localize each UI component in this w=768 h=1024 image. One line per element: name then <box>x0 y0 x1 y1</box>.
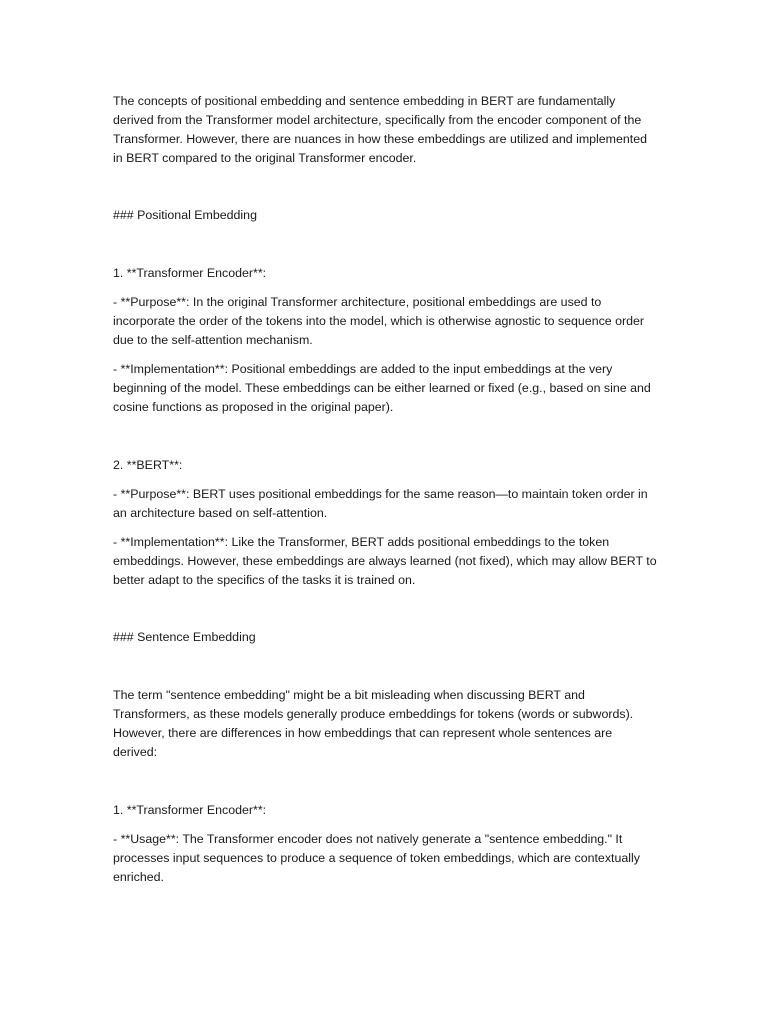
se-transformer-usage: - **Usage**: The Transformer encoder does not natively generate a "sentence embedding." It processes input sequences to produce a sequence of token embeddings, which are contextually enriched. <box>113 832 640 884</box>
pe-transformer-purpose: - **Purpose**: In the original Transformer architecture, positional embeddings are used to incorporate the order of the tokens into the model, which is otherwise agnostic to sequence order due to the self-attention mechanism. <box>113 295 645 347</box>
positional-embedding-heading: ### Positional Embedding <box>113 208 257 222</box>
se-transformer-encoder-title: 1. **Transformer Encoder**: <box>113 803 267 817</box>
se-intro-paragraph: The term "sentence embedding" might be a bit misleading when discussing BERT and Transformers, as these models generally produce embeddings for tokens (words or subwords). However, there are differences in how embeddings that can represent whole sentences are derived: <box>113 688 634 759</box>
intro-paragraph: The concepts of positional embedding and sentence embedding in BERT are fundamentally derived from the Transformer model architecture, specifically from the encoder component of the Transformer. However, there are nuances in how these embeddings are utilized and implemented in BERT compared to the original Transformer encoder. <box>113 94 648 165</box>
pe-bert-title: 2. **BERT**: <box>113 458 183 472</box>
pe-transformer-implementation: - **Implementation**: Positional embeddings are added to the input embeddings at the very beginning of the model. These embeddings can be either learned or fixed (e.g., based on sine and cosine functions as proposed in the original paper). <box>113 362 651 414</box>
sentence-embedding-heading: ### Sentence Embedding <box>113 630 256 644</box>
pe-bert-implementation: - **Implementation**: Like the Transformer, BERT adds positional embeddings to the token embeddings. However, these embeddings are always learned (not fixed), which may allow BERT to better adapt to the specifics of the tasks it is trained on. <box>113 535 657 587</box>
pe-bert-purpose: - **Purpose**: BERT uses positional embeddings for the same reason—to maintain token order in an architecture based on self-attention. <box>113 487 648 520</box>
pe-transformer-encoder-title: 1. **Transformer Encoder**: <box>113 266 267 280</box>
